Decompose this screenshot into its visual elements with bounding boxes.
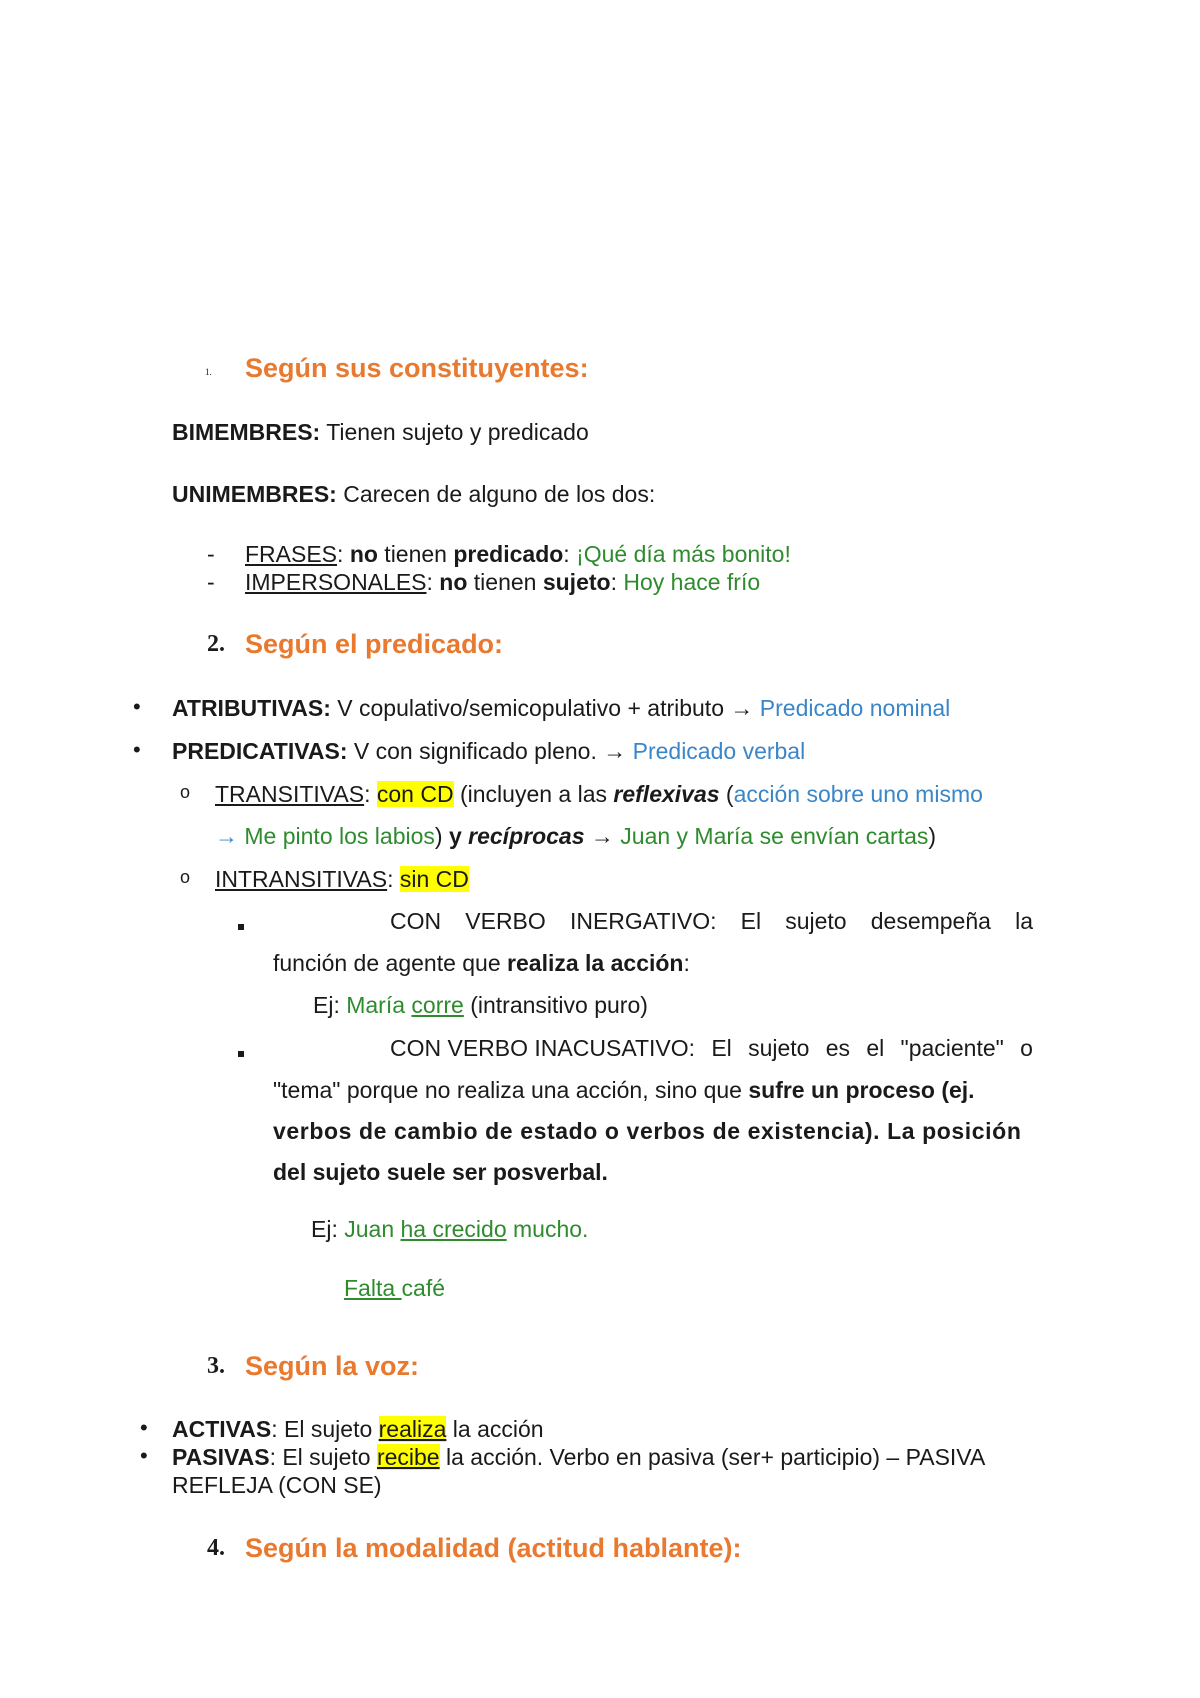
circle-bullet-icon: o	[180, 867, 191, 887]
intransitivas-item: INTRANSITIVAS: sin CD	[215, 866, 469, 892]
section-1-heading: Según sus constituyentes:	[245, 353, 589, 383]
frases-dash: -	[207, 541, 215, 567]
inergativo-line2: función de agente que realiza la acción:	[273, 950, 690, 976]
section-3-number: 3.	[207, 1353, 225, 1379]
bullet-icon: •	[140, 1415, 148, 1440]
inacusativo-example-2: Falta café	[344, 1275, 446, 1301]
inacusativo-example: Ej: Juan ha crecido mucho.	[311, 1216, 589, 1242]
square-bullet-icon	[238, 917, 244, 935]
pasivas-item-line2: REFLEJA (CON SE)	[172, 1472, 382, 1498]
frases-item: FRASES: no tienen predicado: ¡Qué día más bonito!	[245, 541, 791, 567]
arrow-right-icon: →	[584, 823, 621, 849]
section-3-heading: Según la voz:	[245, 1351, 420, 1381]
section-2-heading: Según el predicado:	[245, 629, 504, 659]
bullet-icon: •	[140, 1443, 148, 1468]
arrow-right-icon: →	[730, 695, 760, 721]
predicativas-item: PREDICATIVAS: V con significado pleno. → Predicado verbal	[172, 738, 806, 764]
section-4-heading: Según la modalidad (actitud hablante):	[245, 1533, 742, 1563]
inacusativo-line4: del sujeto suele ser posverbal.	[273, 1159, 608, 1185]
square-bullet-icon	[238, 1044, 244, 1062]
circle-bullet-icon: o	[180, 782, 191, 802]
inergativo-example: Ej: María corre (intransitivo puro)	[313, 992, 648, 1018]
atributivas-item: ATRIBUTIVAS: V copulativo/semicopulativo + atributo → Predicado nominal	[172, 695, 951, 721]
inacusativo-line3: verbos de cambio de estado o verbos de existencia). La posición	[273, 1118, 1022, 1144]
section-2-number: 2.	[207, 631, 225, 657]
bullet-icon: •	[133, 737, 141, 762]
inergativo-line1: CON VERBO INERGATIVO: El sujeto desempeña la	[390, 908, 1033, 934]
section-4-number: 4.	[207, 1535, 225, 1561]
unimembres-line: UNIMEMBRES: Carecen de alguno de los dos:	[172, 481, 656, 507]
activas-item: ACTIVAS: El sujeto realiza la acción	[172, 1416, 544, 1442]
bimembres-line: BIMEMBRES: Tienen sujeto y predicado	[172, 419, 589, 445]
arrow-right-icon: →	[603, 738, 633, 764]
bullet-icon: •	[133, 694, 141, 719]
arrow-right-icon: →	[215, 823, 245, 849]
impersonales-dash: -	[207, 569, 215, 595]
inacusativo-line2: "tema" porque no realiza una acción, sino que sufre un proceso (ej.	[273, 1077, 975, 1103]
section-1-number: 1.	[205, 367, 212, 377]
inacusativo-line1: CON VERBO INACUSATIVO: El sujeto es el "paciente" o	[390, 1035, 1033, 1061]
transitivas-item-line2: → Me pinto los labios) y recíprocas → Juan y María se envían cartas)	[215, 823, 937, 849]
transitivas-item: TRANSITIVAS: con CD (incluyen a las reflexivas (acción sobre uno mismo	[215, 781, 983, 807]
impersonales-item: IMPERSONALES: no tienen sujeto: Hoy hace frío	[245, 569, 761, 595]
pasivas-item: PASIVAS: El sujeto recibe la acción. Verbo en pasiva (ser+ participio) – PASIVA	[172, 1444, 986, 1470]
